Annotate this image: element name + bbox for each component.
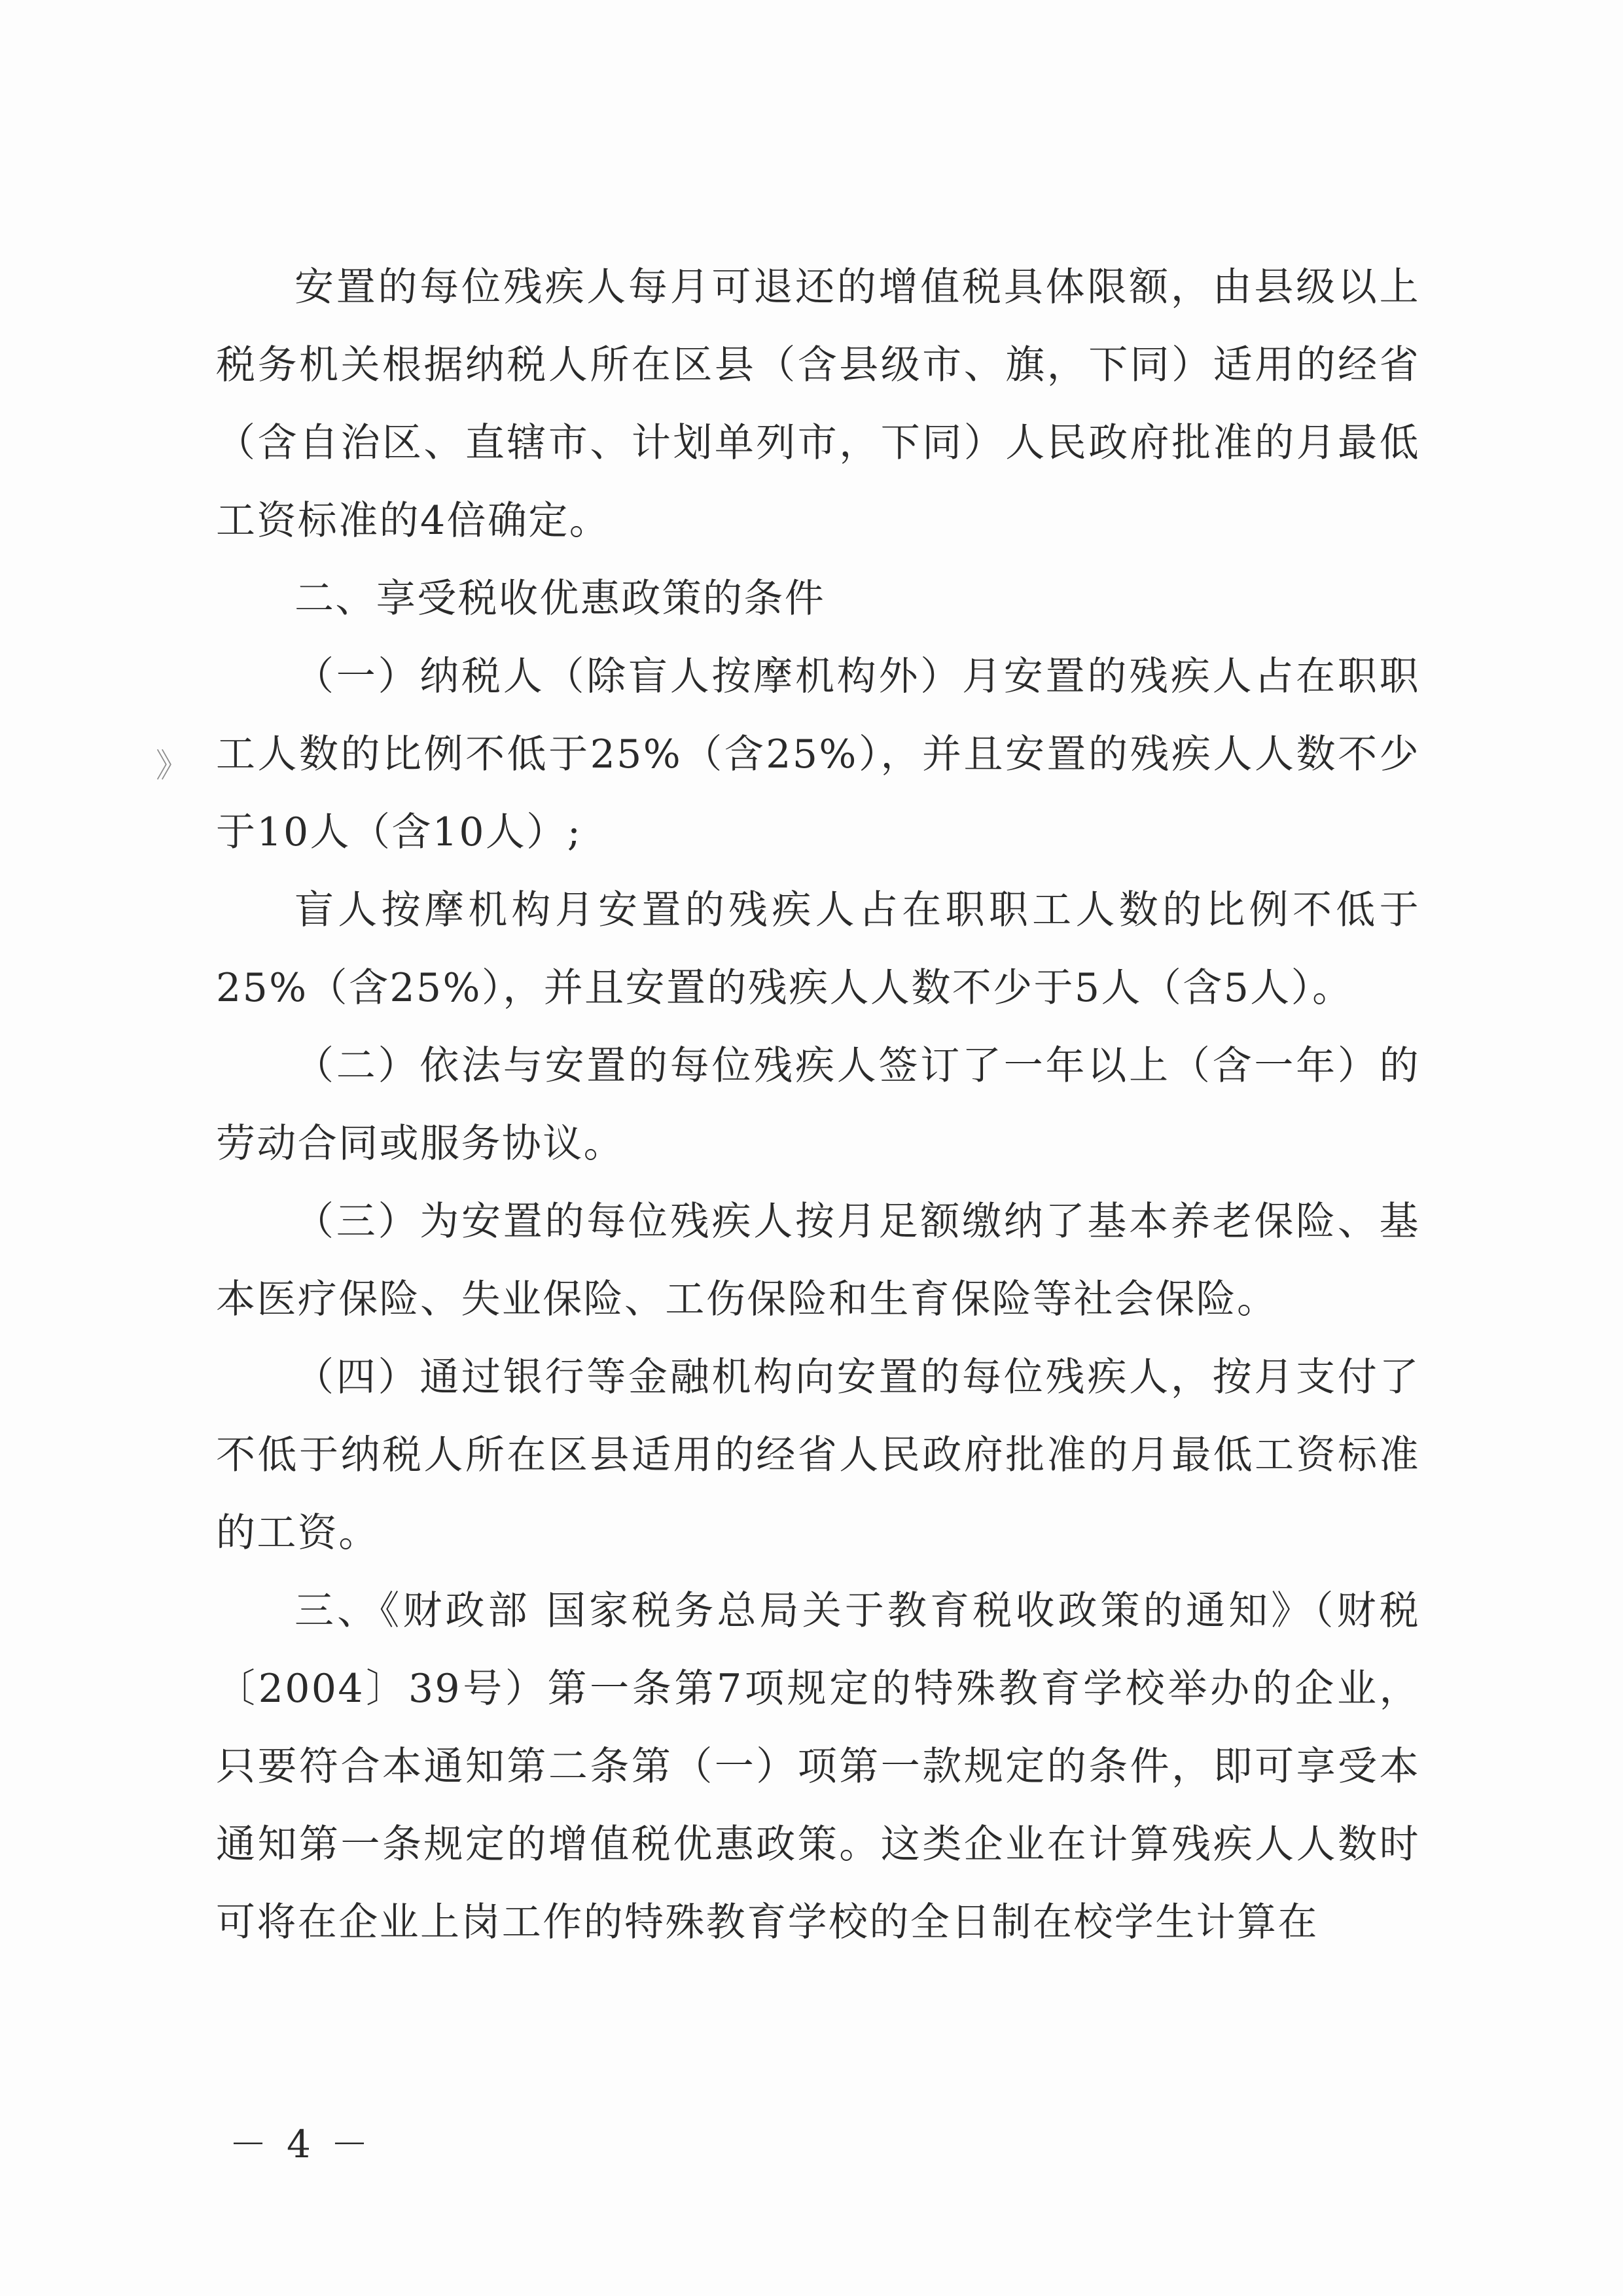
document-body — [216, 249, 1420, 1962]
paragraph-quota: 安置的每位残疾人每月可退还的增值税具体限额，由县级以上税务机关根据纳税人所在区县（含县级市、旗，下同）适用的经省（含自治区、直辖市、计划单列市，下同）人民政府批准的月最低工资标准的4倍确定。 — [216, 264, 1420, 544]
page-number: － 4 － — [229, 2122, 372, 2166]
paragraph-condition-4: （四）通过银行等金融机构向安置的每位残疾人，按月支付了不低于纳税人所在区县适用的经省人民政府批准的月最低工资标准的工资。 — [216, 1354, 1420, 1556]
paragraph-condition-3: （三）为安置的每位残疾人按月足额缴纳了基本养老保险、基本医疗保险、失业保险、工伤保险和生育保险等社会保险。 — [216, 1199, 1420, 1322]
margin-scan-mark: 》 — [156, 747, 188, 785]
section-heading-conditions: 二、享受税收优惠政策的条件 — [294, 576, 826, 622]
paragraph-section-3: 三、《财政部 国家税务总局关于教育税收政策的通知》（财税〔2004〕39号）第一条第7项规定的特殊教育学校举办的企业，只要符合本通知第二条第（一）项第一款规定的条件，即可享受本通知第一条规定的增值税优惠政策。这类企业在计算残疾人人数时可将在企业上岗工作的特殊教育学校的全日制在校学生计算在 — [216, 1588, 1420, 1945]
paragraph-condition-2: （二）依法与安置的每位残疾人签订了一年以上（含一年）的劳动合同或服务协议。 — [216, 1043, 1420, 1167]
paragraph-blind-massage: 盲人按摩机构月安置的残疾人占在职职工人数的比例不低于25%（含25%），并且安置的残疾人人数不少于5人（含5人）。 — [216, 887, 1420, 1011]
paragraph-condition-1: （一）纳税人（除盲人按摩机构外）月安置的残疾人占在职职工人数的比例不低于25%（含25%），并且安置的残疾人人数不少于10人（含10人）; — [216, 654, 1420, 855]
